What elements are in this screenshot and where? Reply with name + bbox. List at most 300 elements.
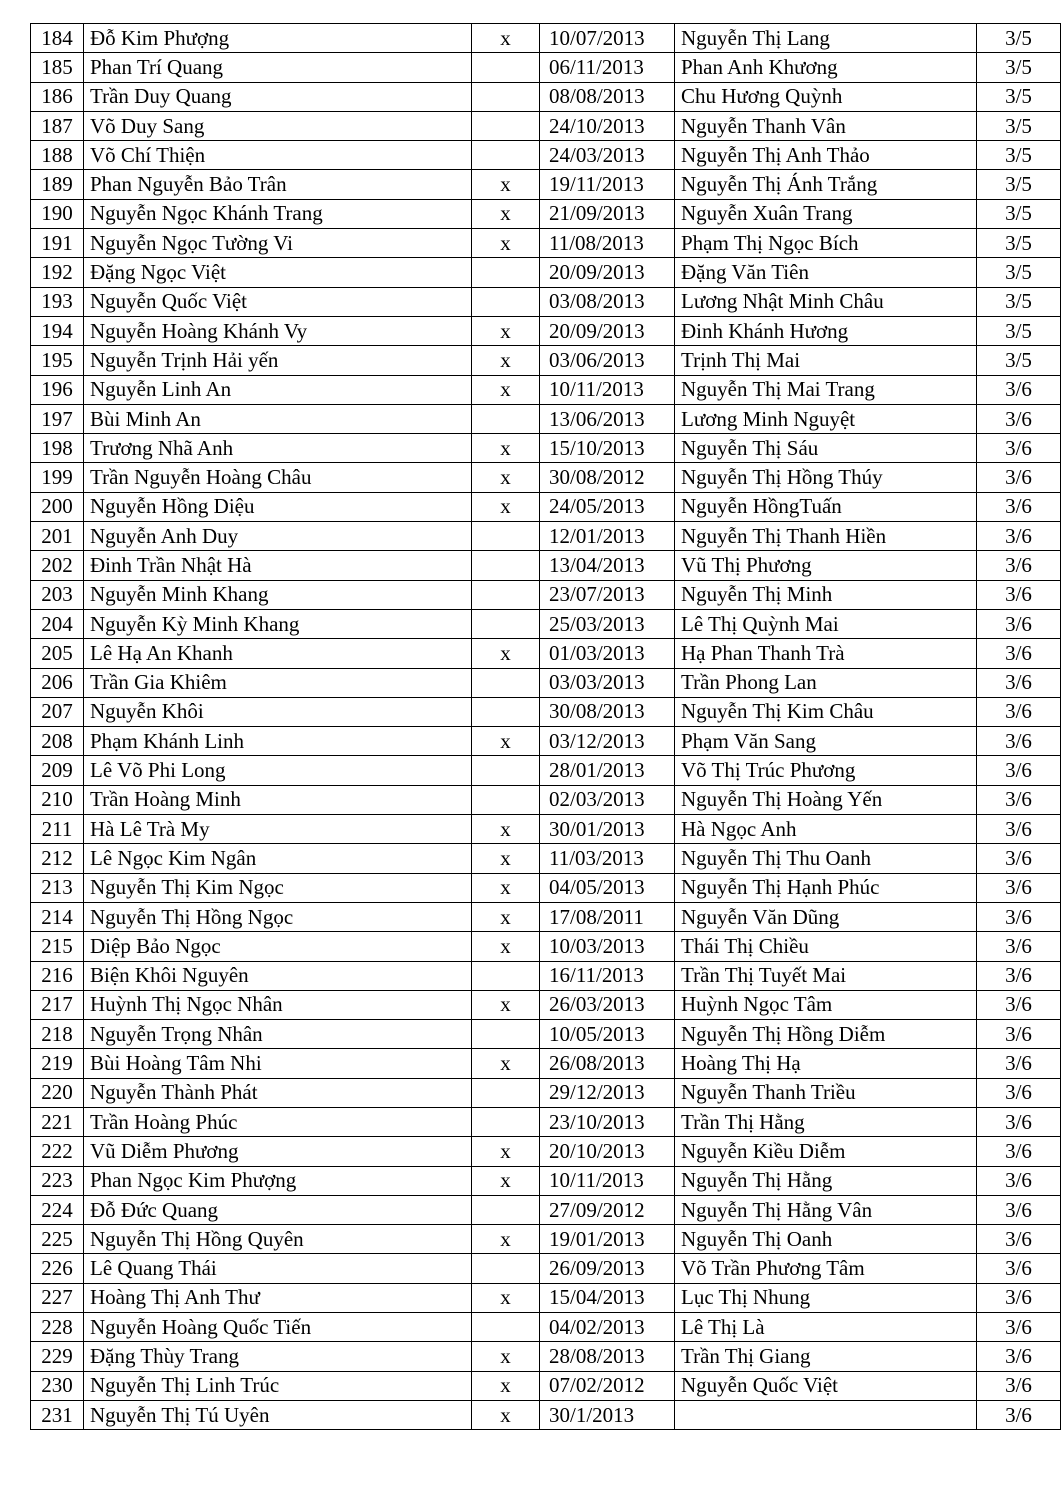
row-number-cell: 205 [31,639,84,668]
parent-name-cell: Nguyễn Thị Kim Châu [675,697,977,726]
parent-name-cell: Phạm Thị Ngọc Bích [675,229,977,258]
row-number-cell: 196 [31,375,84,404]
student-name-cell: Nguyễn Trịnh Hải yến [84,346,472,375]
female-mark-cell [472,580,540,609]
female-mark-cell: x [472,24,540,53]
row-number-cell: 210 [31,785,84,814]
birth-date-cell: 08/08/2013 [540,82,675,111]
class-cell: 3/6 [977,815,1061,844]
female-mark-cell: x [472,1283,540,1312]
female-mark-cell: x [472,1400,540,1429]
class-cell: 3/6 [977,1107,1061,1136]
row-number-cell: 190 [31,199,84,228]
row-number-cell: 207 [31,697,84,726]
row-number-cell: 222 [31,1137,84,1166]
student-name-cell: Diệp Bảo Ngọc [84,932,472,961]
table-row [31,815,1061,844]
parent-name-cell: Phan Anh Khương [675,53,977,82]
female-mark-cell [472,756,540,785]
parent-name-cell: Nguyễn Thị Ánh Trắng [675,170,977,199]
birth-date-cell: 10/05/2013 [540,1020,675,1049]
student-name-cell: Bùi Minh An [84,404,472,433]
female-mark-cell [472,609,540,638]
parent-name-cell: Vũ Thị Phương [675,551,977,580]
row-number-cell: 193 [31,287,84,316]
female-mark-cell [472,1313,540,1342]
birth-date-cell: 23/10/2013 [540,1107,675,1136]
female-mark-cell: x [472,199,540,228]
parent-name-cell: Nguyễn Thị Hằng [675,1166,977,1195]
student-name-cell: Trần Hoàng Minh [84,785,472,814]
birth-date-cell: 24/10/2013 [540,111,675,140]
row-number-cell: 185 [31,53,84,82]
class-cell: 3/6 [977,668,1061,697]
female-mark-cell [472,1020,540,1049]
table-row [31,404,1061,433]
class-cell: 3/6 [977,1225,1061,1254]
female-mark-cell [472,404,540,433]
table-body [31,24,1061,1430]
student-name-cell: Vũ Diễm Phương [84,1137,472,1166]
female-mark-cell: x [472,1225,540,1254]
row-number-cell: 192 [31,258,84,287]
row-number-cell: 221 [31,1107,84,1136]
parent-name-cell: Thái Thị Chiều [675,932,977,961]
parent-name-cell: Trần Phong Lan [675,668,977,697]
female-mark-cell: x [472,1049,540,1078]
student-name-cell: Phạm Khánh Linh [84,727,472,756]
class-cell: 3/6 [977,785,1061,814]
class-cell: 3/6 [977,522,1061,551]
student-name-cell: Nguyễn Hoàng Khánh Vy [84,316,472,345]
row-number-cell: 197 [31,404,84,433]
student-name-cell: Lê Quang Thái [84,1254,472,1283]
student-name-cell: Nguyễn Thị Hồng Quyên [84,1225,472,1254]
female-mark-cell [472,668,540,697]
table-row [31,756,1061,785]
table-row [31,1225,1061,1254]
table-row [31,1400,1061,1429]
table-row [31,522,1061,551]
class-cell: 3/6 [977,1254,1061,1283]
student-name-cell: Lê Hạ An Khanh [84,639,472,668]
birth-date-cell: 10/03/2013 [540,932,675,961]
student-name-cell: Phan Ngọc Kim Phượng [84,1166,472,1195]
student-name-cell: Nguyễn Thành Phát [84,1078,472,1107]
table-row [31,580,1061,609]
table-row [31,82,1061,111]
female-mark-cell [472,287,540,316]
birth-date-cell: 06/11/2013 [540,53,675,82]
parent-name-cell: Lê Thị Quỳnh Mai [675,609,977,638]
table-row [31,434,1061,463]
birth-date-cell: 11/08/2013 [540,229,675,258]
student-name-cell: Nguyễn Thị Tú Uyên [84,1400,472,1429]
student-name-cell: Nguyễn Trọng Nhân [84,1020,472,1049]
class-cell: 3/6 [977,727,1061,756]
parent-name-cell: Nguyễn Thị Hồng Diễm [675,1020,977,1049]
parent-name-cell: Nguyễn HồngTuấn [675,492,977,521]
student-name-cell: Trương Nhã Anh [84,434,472,463]
class-cell: 3/6 [977,990,1061,1019]
female-mark-cell [472,82,540,111]
class-cell: 3/6 [977,1400,1061,1429]
female-mark-cell [472,551,540,580]
table-row [31,902,1061,931]
birth-date-cell: 23/07/2013 [540,580,675,609]
parent-name-cell: Trần Thị Tuyết Mai [675,961,977,990]
student-name-cell: Đặng Thùy Trang [84,1342,472,1371]
class-cell: 3/5 [977,287,1061,316]
parent-name-cell: Trịnh Thị Mai [675,346,977,375]
female-mark-cell: x [472,932,540,961]
birth-date-cell: 26/03/2013 [540,990,675,1019]
table-row [31,1371,1061,1400]
student-name-cell: Nguyễn Linh An [84,375,472,404]
row-number-cell: 224 [31,1195,84,1224]
female-mark-cell [472,785,540,814]
row-number-cell: 211 [31,815,84,844]
birth-date-cell: 19/01/2013 [540,1225,675,1254]
table-row [31,346,1061,375]
class-cell: 3/5 [977,199,1061,228]
parent-name-cell: Nguyễn Xuân Trang [675,199,977,228]
table-row [31,609,1061,638]
parent-name-cell: Trần Thị Giang [675,1342,977,1371]
student-name-cell: Nguyễn Ngọc Khánh Trang [84,199,472,228]
row-number-cell: 223 [31,1166,84,1195]
parent-name-cell: Lương Nhật Minh Châu [675,287,977,316]
table-row [31,1049,1061,1078]
parent-name-cell: Nguyễn Thị Anh Thảo [675,141,977,170]
parent-name-cell: Nguyễn Kiều Diễm [675,1137,977,1166]
class-cell: 3/6 [977,1313,1061,1342]
parent-name-cell: Võ Thị Trúc Phương [675,756,977,785]
table-row [31,961,1061,990]
female-mark-cell [472,1195,540,1224]
class-cell: 3/6 [977,404,1061,433]
row-number-cell: 230 [31,1371,84,1400]
female-mark-cell: x [472,873,540,902]
female-mark-cell [472,697,540,726]
class-cell: 3/6 [977,463,1061,492]
parent-name-cell: Hoàng Thị Hạ [675,1049,977,1078]
table-row [31,844,1061,873]
class-cell: 3/6 [977,1371,1061,1400]
table-row [31,199,1061,228]
row-number-cell: 186 [31,82,84,111]
female-mark-cell [472,1107,540,1136]
birth-date-cell: 11/03/2013 [540,844,675,873]
parent-name-cell: Nguyễn Thị Sáu [675,434,977,463]
student-name-cell: Nguyễn Minh Khang [84,580,472,609]
class-cell: 3/5 [977,170,1061,199]
class-cell: 3/5 [977,141,1061,170]
row-number-cell: 228 [31,1313,84,1342]
row-number-cell: 215 [31,932,84,961]
student-name-cell: Phan Trí Quang [84,53,472,82]
class-cell: 3/5 [977,229,1061,258]
parent-name-cell: Nguyễn Thị Hoàng Yến [675,785,977,814]
student-name-cell: Huỳnh Thị Ngọc Nhân [84,990,472,1019]
row-number-cell: 203 [31,580,84,609]
class-cell: 3/6 [977,609,1061,638]
student-name-cell: Võ Duy Sang [84,111,472,140]
row-number-cell: 201 [31,522,84,551]
class-cell: 3/6 [977,639,1061,668]
table-row [31,1166,1061,1195]
birth-date-cell: 03/06/2013 [540,346,675,375]
row-number-cell: 216 [31,961,84,990]
table-row [31,697,1061,726]
birth-date-cell: 24/03/2013 [540,141,675,170]
birth-date-cell: 10/11/2013 [540,375,675,404]
birth-date-cell: 10/11/2013 [540,1166,675,1195]
table-row [31,375,1061,404]
parent-name-cell: Huỳnh Ngọc Tâm [675,990,977,1019]
female-mark-cell: x [472,434,540,463]
birth-date-cell: 04/02/2013 [540,1313,675,1342]
female-mark-cell [472,961,540,990]
class-cell: 3/5 [977,24,1061,53]
female-mark-cell: x [472,990,540,1019]
table-row [31,990,1061,1019]
table-row [31,785,1061,814]
class-cell: 3/5 [977,53,1061,82]
class-cell: 3/6 [977,1137,1061,1166]
birth-date-cell: 29/12/2013 [540,1078,675,1107]
student-name-cell: Nguyễn Ngọc Tường Vi [84,229,472,258]
student-name-cell: Lê Võ Phi Long [84,756,472,785]
table-row [31,492,1061,521]
student-name-cell: Nguyễn Khôi [84,697,472,726]
student-name-cell: Nguyễn Thị Hồng Ngọc [84,902,472,931]
student-name-cell: Nguyễn Quốc Việt [84,287,472,316]
row-number-cell: 231 [31,1400,84,1429]
row-number-cell: 184 [31,24,84,53]
female-mark-cell [472,53,540,82]
parent-name-cell: Nguyễn Thị Thanh Hiền [675,522,977,551]
parent-name-cell: Nguyễn Thị Hạnh Phúc [675,873,977,902]
birth-date-cell: 03/08/2013 [540,287,675,316]
class-cell: 3/5 [977,258,1061,287]
row-number-cell: 208 [31,727,84,756]
row-number-cell: 227 [31,1283,84,1312]
birth-date-cell: 03/03/2013 [540,668,675,697]
parent-name-cell: Võ Trần Phương Tâm [675,1254,977,1283]
female-mark-cell [472,111,540,140]
student-name-cell: Nguyễn Anh Duy [84,522,472,551]
student-name-cell: Phan Nguyễn Bảo Trân [84,170,472,199]
parent-name-cell: Nguyễn Thị Oanh [675,1225,977,1254]
female-mark-cell: x [472,492,540,521]
parent-name-cell [675,1400,977,1429]
female-mark-cell: x [472,316,540,345]
table-row [31,170,1061,199]
female-mark-cell: x [472,1342,540,1371]
table-row [31,668,1061,697]
class-cell: 3/6 [977,1020,1061,1049]
student-name-cell: Nguyễn Thị Kim Ngọc [84,873,472,902]
female-mark-cell: x [472,727,540,756]
parent-name-cell: Đinh Khánh Hương [675,316,977,345]
student-name-cell: Lê Ngọc Kim Ngân [84,844,472,873]
female-mark-cell: x [472,229,540,258]
parent-name-cell: Nguyễn Quốc Việt [675,1371,977,1400]
parent-name-cell: Phạm Văn Sang [675,727,977,756]
birth-date-cell: 27/09/2012 [540,1195,675,1224]
table-row [31,1283,1061,1312]
table-row [31,258,1061,287]
student-name-cell: Bùi Hoàng Tâm Nhi [84,1049,472,1078]
row-number-cell: 195 [31,346,84,375]
table-row [31,1078,1061,1107]
table-row [31,1342,1061,1371]
class-cell: 3/6 [977,1195,1061,1224]
row-number-cell: 220 [31,1078,84,1107]
parent-name-cell: Nguyễn Thị Minh [675,580,977,609]
class-cell: 3/5 [977,82,1061,111]
class-cell: 3/6 [977,580,1061,609]
birth-date-cell: 04/05/2013 [540,873,675,902]
table-row [31,287,1061,316]
female-mark-cell [472,1078,540,1107]
birth-date-cell: 28/08/2013 [540,1342,675,1371]
class-cell: 3/6 [977,932,1061,961]
female-mark-cell: x [472,844,540,873]
student-name-cell: Đỗ Kim Phượng [84,24,472,53]
row-number-cell: 229 [31,1342,84,1371]
row-number-cell: 206 [31,668,84,697]
parent-name-cell: Nguyễn Thị Lang [675,24,977,53]
class-cell: 3/6 [977,551,1061,580]
birth-date-cell: 20/10/2013 [540,1137,675,1166]
parent-name-cell: Lê Thị Là [675,1313,977,1342]
female-mark-cell: x [472,346,540,375]
row-number-cell: 213 [31,873,84,902]
birth-date-cell: 02/03/2013 [540,785,675,814]
birth-date-cell: 03/12/2013 [540,727,675,756]
student-name-cell: Nguyễn Hồng Diệu [84,492,472,521]
birth-date-cell: 01/03/2013 [540,639,675,668]
birth-date-cell: 30/08/2012 [540,463,675,492]
female-mark-cell: x [472,639,540,668]
female-mark-cell: x [472,375,540,404]
female-mark-cell: x [472,170,540,199]
table-row [31,727,1061,756]
table-row [31,1313,1061,1342]
row-number-cell: 204 [31,609,84,638]
row-number-cell: 212 [31,844,84,873]
student-list-table [30,23,1061,1430]
female-mark-cell: x [472,1137,540,1166]
female-mark-cell: x [472,463,540,492]
female-mark-cell: x [472,1166,540,1195]
student-name-cell: Nguyễn Thị Linh Trúc [84,1371,472,1400]
parent-name-cell: Nguyễn Thanh Triều [675,1078,977,1107]
class-cell: 3/5 [977,111,1061,140]
student-name-cell: Trần Hoàng Phúc [84,1107,472,1136]
birth-date-cell: 16/11/2013 [540,961,675,990]
birth-date-cell: 15/10/2013 [540,434,675,463]
birth-date-cell: 25/03/2013 [540,609,675,638]
table-row [31,1137,1061,1166]
table-row [31,873,1061,902]
class-cell: 3/6 [977,844,1061,873]
student-name-cell: Võ Chí Thiện [84,141,472,170]
row-number-cell: 191 [31,229,84,258]
student-name-cell: Trần Nguyễn Hoàng Châu [84,463,472,492]
birth-date-cell: 12/01/2013 [540,522,675,551]
class-cell: 3/6 [977,961,1061,990]
row-number-cell: 219 [31,1049,84,1078]
table-row [31,1254,1061,1283]
class-cell: 3/6 [977,697,1061,726]
birth-date-cell: 20/09/2013 [540,258,675,287]
class-cell: 3/6 [977,492,1061,521]
row-number-cell: 198 [31,434,84,463]
table-row [31,551,1061,580]
parent-name-cell: Nguyễn Thị Hằng Vân [675,1195,977,1224]
parent-name-cell: Hà Ngọc Anh [675,815,977,844]
table-row [31,316,1061,345]
table-row [31,229,1061,258]
parent-name-cell: Lương Minh Nguyệt [675,404,977,433]
student-name-cell: Đặng Ngọc Việt [84,258,472,287]
student-name-cell: Trần Gia Khiêm [84,668,472,697]
female-mark-cell [472,258,540,287]
birth-date-cell: 21/09/2013 [540,199,675,228]
birth-date-cell: 17/08/2011 [540,902,675,931]
birth-date-cell: 15/04/2013 [540,1283,675,1312]
female-mark-cell [472,141,540,170]
class-cell: 3/5 [977,346,1061,375]
parent-name-cell: Hạ Phan Thanh Trà [675,639,977,668]
parent-name-cell: Nguyễn Thị Mai Trang [675,375,977,404]
parent-name-cell: Nguyễn Thị Thu Oanh [675,844,977,873]
row-number-cell: 189 [31,170,84,199]
birth-date-cell: 30/1/2013 [540,1400,675,1429]
table-row [31,932,1061,961]
table-row [31,111,1061,140]
birth-date-cell: 26/08/2013 [540,1049,675,1078]
row-number-cell: 200 [31,492,84,521]
row-number-cell: 202 [31,551,84,580]
student-name-cell: Hà Lê Trà My [84,815,472,844]
row-number-cell: 217 [31,990,84,1019]
birth-date-cell: 26/09/2013 [540,1254,675,1283]
row-number-cell: 209 [31,756,84,785]
row-number-cell: 226 [31,1254,84,1283]
class-cell: 3/6 [977,1049,1061,1078]
table-row [31,141,1061,170]
parent-name-cell: Nguyễn Văn Dũng [675,902,977,931]
row-number-cell: 188 [31,141,84,170]
parent-name-cell: Nguyễn Thị Hồng Thúy [675,463,977,492]
class-cell: 3/6 [977,873,1061,902]
student-name-cell: Đỗ Đức Quang [84,1195,472,1224]
parent-name-cell: Nguyễn Thanh Vân [675,111,977,140]
table-row [31,639,1061,668]
class-cell: 3/6 [977,375,1061,404]
female-mark-cell [472,1254,540,1283]
parent-name-cell: Lục Thị Nhung [675,1283,977,1312]
birth-date-cell: 28/01/2013 [540,756,675,785]
row-number-cell: 225 [31,1225,84,1254]
parent-name-cell: Trần Thị Hằng [675,1107,977,1136]
birth-date-cell: 19/11/2013 [540,170,675,199]
female-mark-cell [472,522,540,551]
